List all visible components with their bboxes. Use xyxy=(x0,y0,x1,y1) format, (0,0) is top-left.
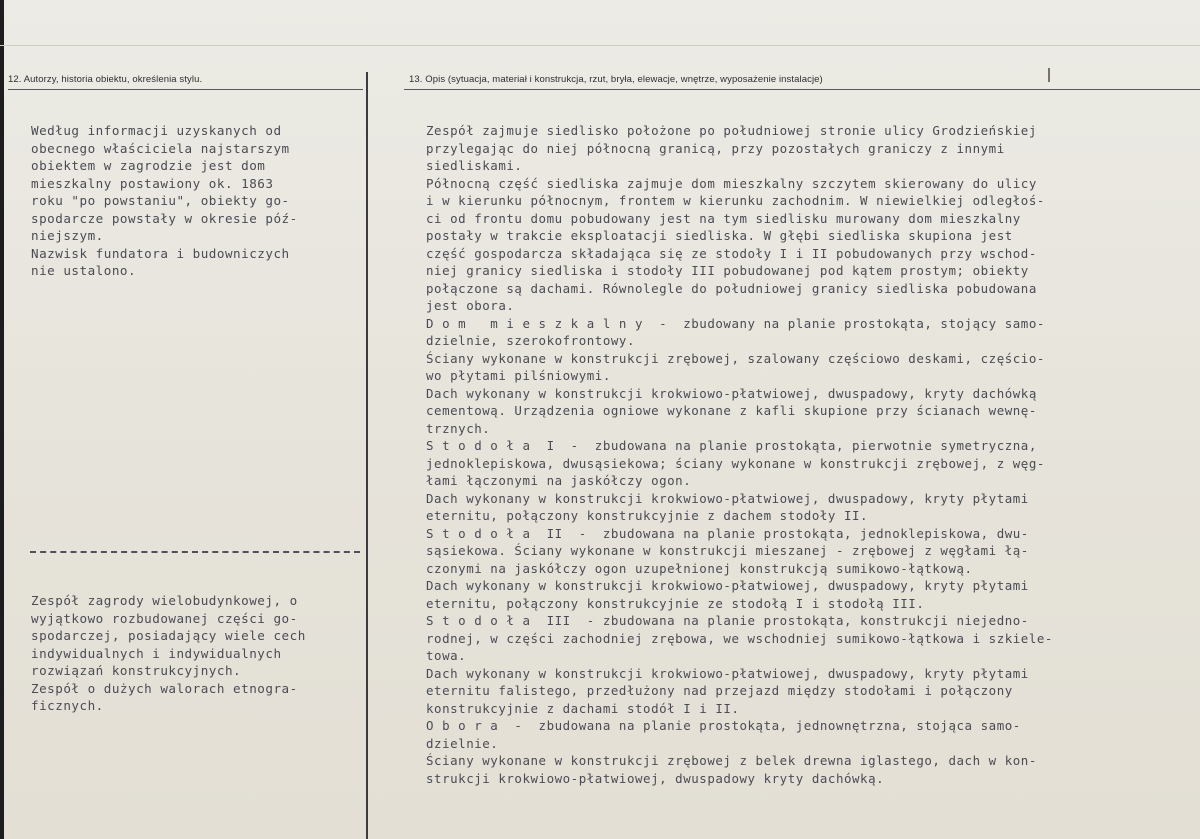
paper-fold-line xyxy=(0,45,1200,46)
page-edge-shadow xyxy=(0,0,4,839)
section-12-rule xyxy=(8,89,363,90)
description-text: Zespół zajmuje siedlisko położone po południowej stronie ulicy Grodzieńskiej przylegając do niej północną granicą, przy pozostałych graniczy z innymi siedliskami. Północną część siedliska zajmuje dom mieszkalny szczytem skierowany do ulicy i w kierunku północnym, frontem w kierunku zachodnim. W niewielkiej odległoś- ci od frontu domu pobudowany jest na tym siedlisku murowany dom mieszkalny postały w trakcie eksploatacji siedliska. W głębi siedliska skupiona jest część gospodarcza składająca się ze stodoły I i II pobudowanych przy wschod- niej granicy siedliska i stodoły III pobudowanej pod kątem prostym; obiekty połączone są dachami. Równolegle do południowej granicy siedliska pobudowana jest obora. D o m m i e s z k a l n y - zbudowany na planie prostokąta, stojący samo- dzielnie, szerokofrontowy. Ściany wykonane w konstrukcji zrębowej, szalowany częściowo deskami, częścio- wo płytami pilśniowymi. Dach wykonany w konstrukcji krokwiowo-płatwiowej, dwuspadowy, kryty dachówką cementową. Urządzenia ogniowe wykonane z kafli skupione przy ścianach wewnę- trznych. S t o d o ł a I - zbudowana na planie prostokąta, pierwotnie symetryczna, jednoklepiskowa, dwusąsiekowa; ściany wykonane w konstrukcji zrębowej, z węg- łami łączonymi na jaskółczy ogon. Dach wykonany w konstrukcji krokwiowo-płatwiowej, dwuspadowy, kryty płytami eternitu, połączony konstrukcyjnie z dachem stodoły II. S t o d o ł a II - zbudowana na planie prostokąta, jednoklepiskowa, dwu- sąsiekowa. Ściany wykonane w konstrukcji mieszanej - zrębowej z węgłami łą- czonymi na jaskółczy ogon uzupełnionej konstrukcją sumikowo-łątkową. Dach wykonany w konstrukcji krokwiowo-płatwiowej, dwuspadowy, kryty płytami eternitu, połączony konstrukcyjnie ze stodołą I i stodołą III. S t o d o ł a III - zbudowana na planie prostokąta, konstrukcji niejedno- rodnej, w części zachodniej zrębowa, we wschodniej sumikowo-łątkowa i szkiele- towa. Dach wykonany w konstrukcji krokwiowo-płatwiowej, dwuspadowy, kryty płytami eternitu falistego, przedłużony nad przejazd między stodołami i połączony konstrukcyjnie z dachami stodół I i II. O b o r a - zbudowana na planie prostokąta, jednownętrzna, stojąca samo- dzielnie. Ściany wykonane w konstrukcji zrębowej z belek drewna iglastego, dach w kon- strukcji krokwiowo-płatwiowej, dwuspadowy kryty dachówką. xyxy=(426,123,1053,786)
dashed-separator xyxy=(30,551,360,553)
margin-tick-mark xyxy=(1048,68,1050,82)
section-13-heading: 13. Opis (sytuacja, materiał i konstrukcja, rzut, bryła, elewacje, wnętrze, wyposażenie instalacje) xyxy=(409,74,823,85)
history-text: Według informacji uzyskanych od obecnego właściciela najstarszym obiektem w zagrodzie jest dom mieszkalny postawiony ok. 1863 roku "po powstaniu", obiekty go- spodarcze powstały w okresie póź- niejszym. Nazwisk fundatora i budowniczych nie ustalono. xyxy=(31,123,298,278)
style-assessment-text: Zespół zagrody wielobudynkowej, o wyjątkowo rozbudowanej części go- spodarczej, posiadający wiele cech indywidualnych i indywidualnych rozwiązań konstrukcyjnych. Zespół o dużych walorach etnogra- ficznych. xyxy=(31,593,306,713)
section-13-rule xyxy=(404,89,1200,90)
section-12-heading: 12. Autorzy, historia obiektu, określenia stylu. xyxy=(8,74,203,85)
column-divider xyxy=(366,72,368,839)
